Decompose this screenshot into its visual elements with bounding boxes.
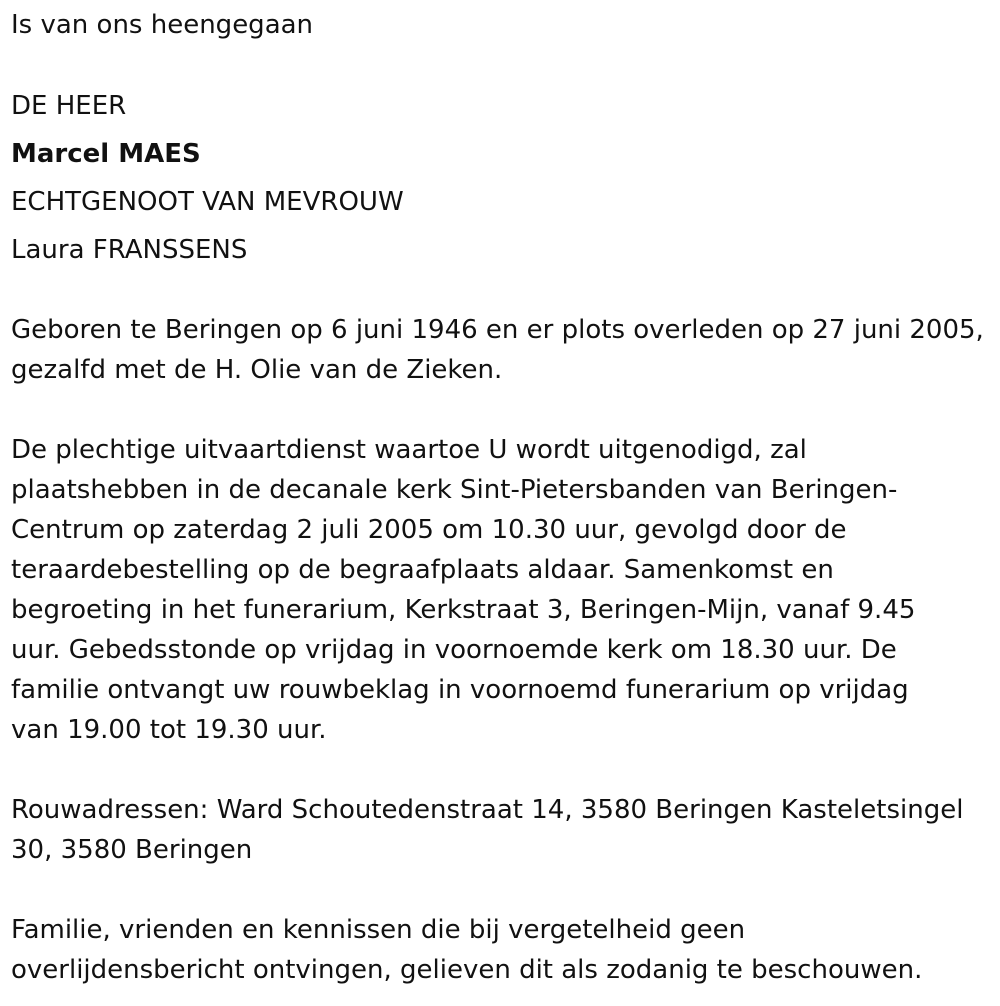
funeral-line: begroeting in het funerarium, Kerkstraat 3, Beringen-Mijn, vanaf 9.45 <box>11 595 916 625</box>
funeral-line: plaatshebben in de decanale kerk Sint-Pietersbanden van Beringen- <box>11 475 898 505</box>
spouse-relation: ECHTGENOOT VAN MEVROUW <box>11 187 404 217</box>
title-text: DE HEER <box>11 91 127 121</box>
spouse-name: Laura FRANSSENS <box>11 235 248 265</box>
birth-death-paragraph: Geboren te Beringen op 6 juni 1946 en er plots overleden op 27 juni 2005, gezalfd met de H. Olie van de Zieken. <box>11 315 984 385</box>
funeral-line: van 19.00 tot 19.30 uur. <box>11 715 327 745</box>
funeral-line: Centrum op zaterdag 2 juli 2005 om 10.30 uur, gevolgd door de <box>11 515 847 545</box>
closing-paragraph: Familie, vrienden en kennissen die bij vergetelheid geen overlijdensbericht ontvingen, gelieven dit als zodanig te beschouwen. <box>11 915 923 985</box>
funeral-line: teraardebestelling op de begraafplaats aldaar. Samenkomst en <box>11 555 834 585</box>
addresses-paragraph: Rouwadressen: Ward Schoutedenstraat 14, 3580 Beringen Kasteletsingel 30, 3580 Beringen <box>11 795 964 865</box>
funeral-line: De plechtige uitvaartdienst waartoe U wordt uitgenodigd, zal <box>11 435 807 465</box>
intro-text: Is van ons heengegaan <box>11 10 314 40</box>
funeral-line: familie ontvangt uw rouwbeklag in voornoemd funerarium op vrijdag <box>11 675 909 705</box>
deceased-name: Marcel MAES <box>11 139 201 169</box>
funeral-line: uur. Gebedsstonde op vrijdag in voornoemde kerk om 18.30 uur. De <box>11 635 897 665</box>
